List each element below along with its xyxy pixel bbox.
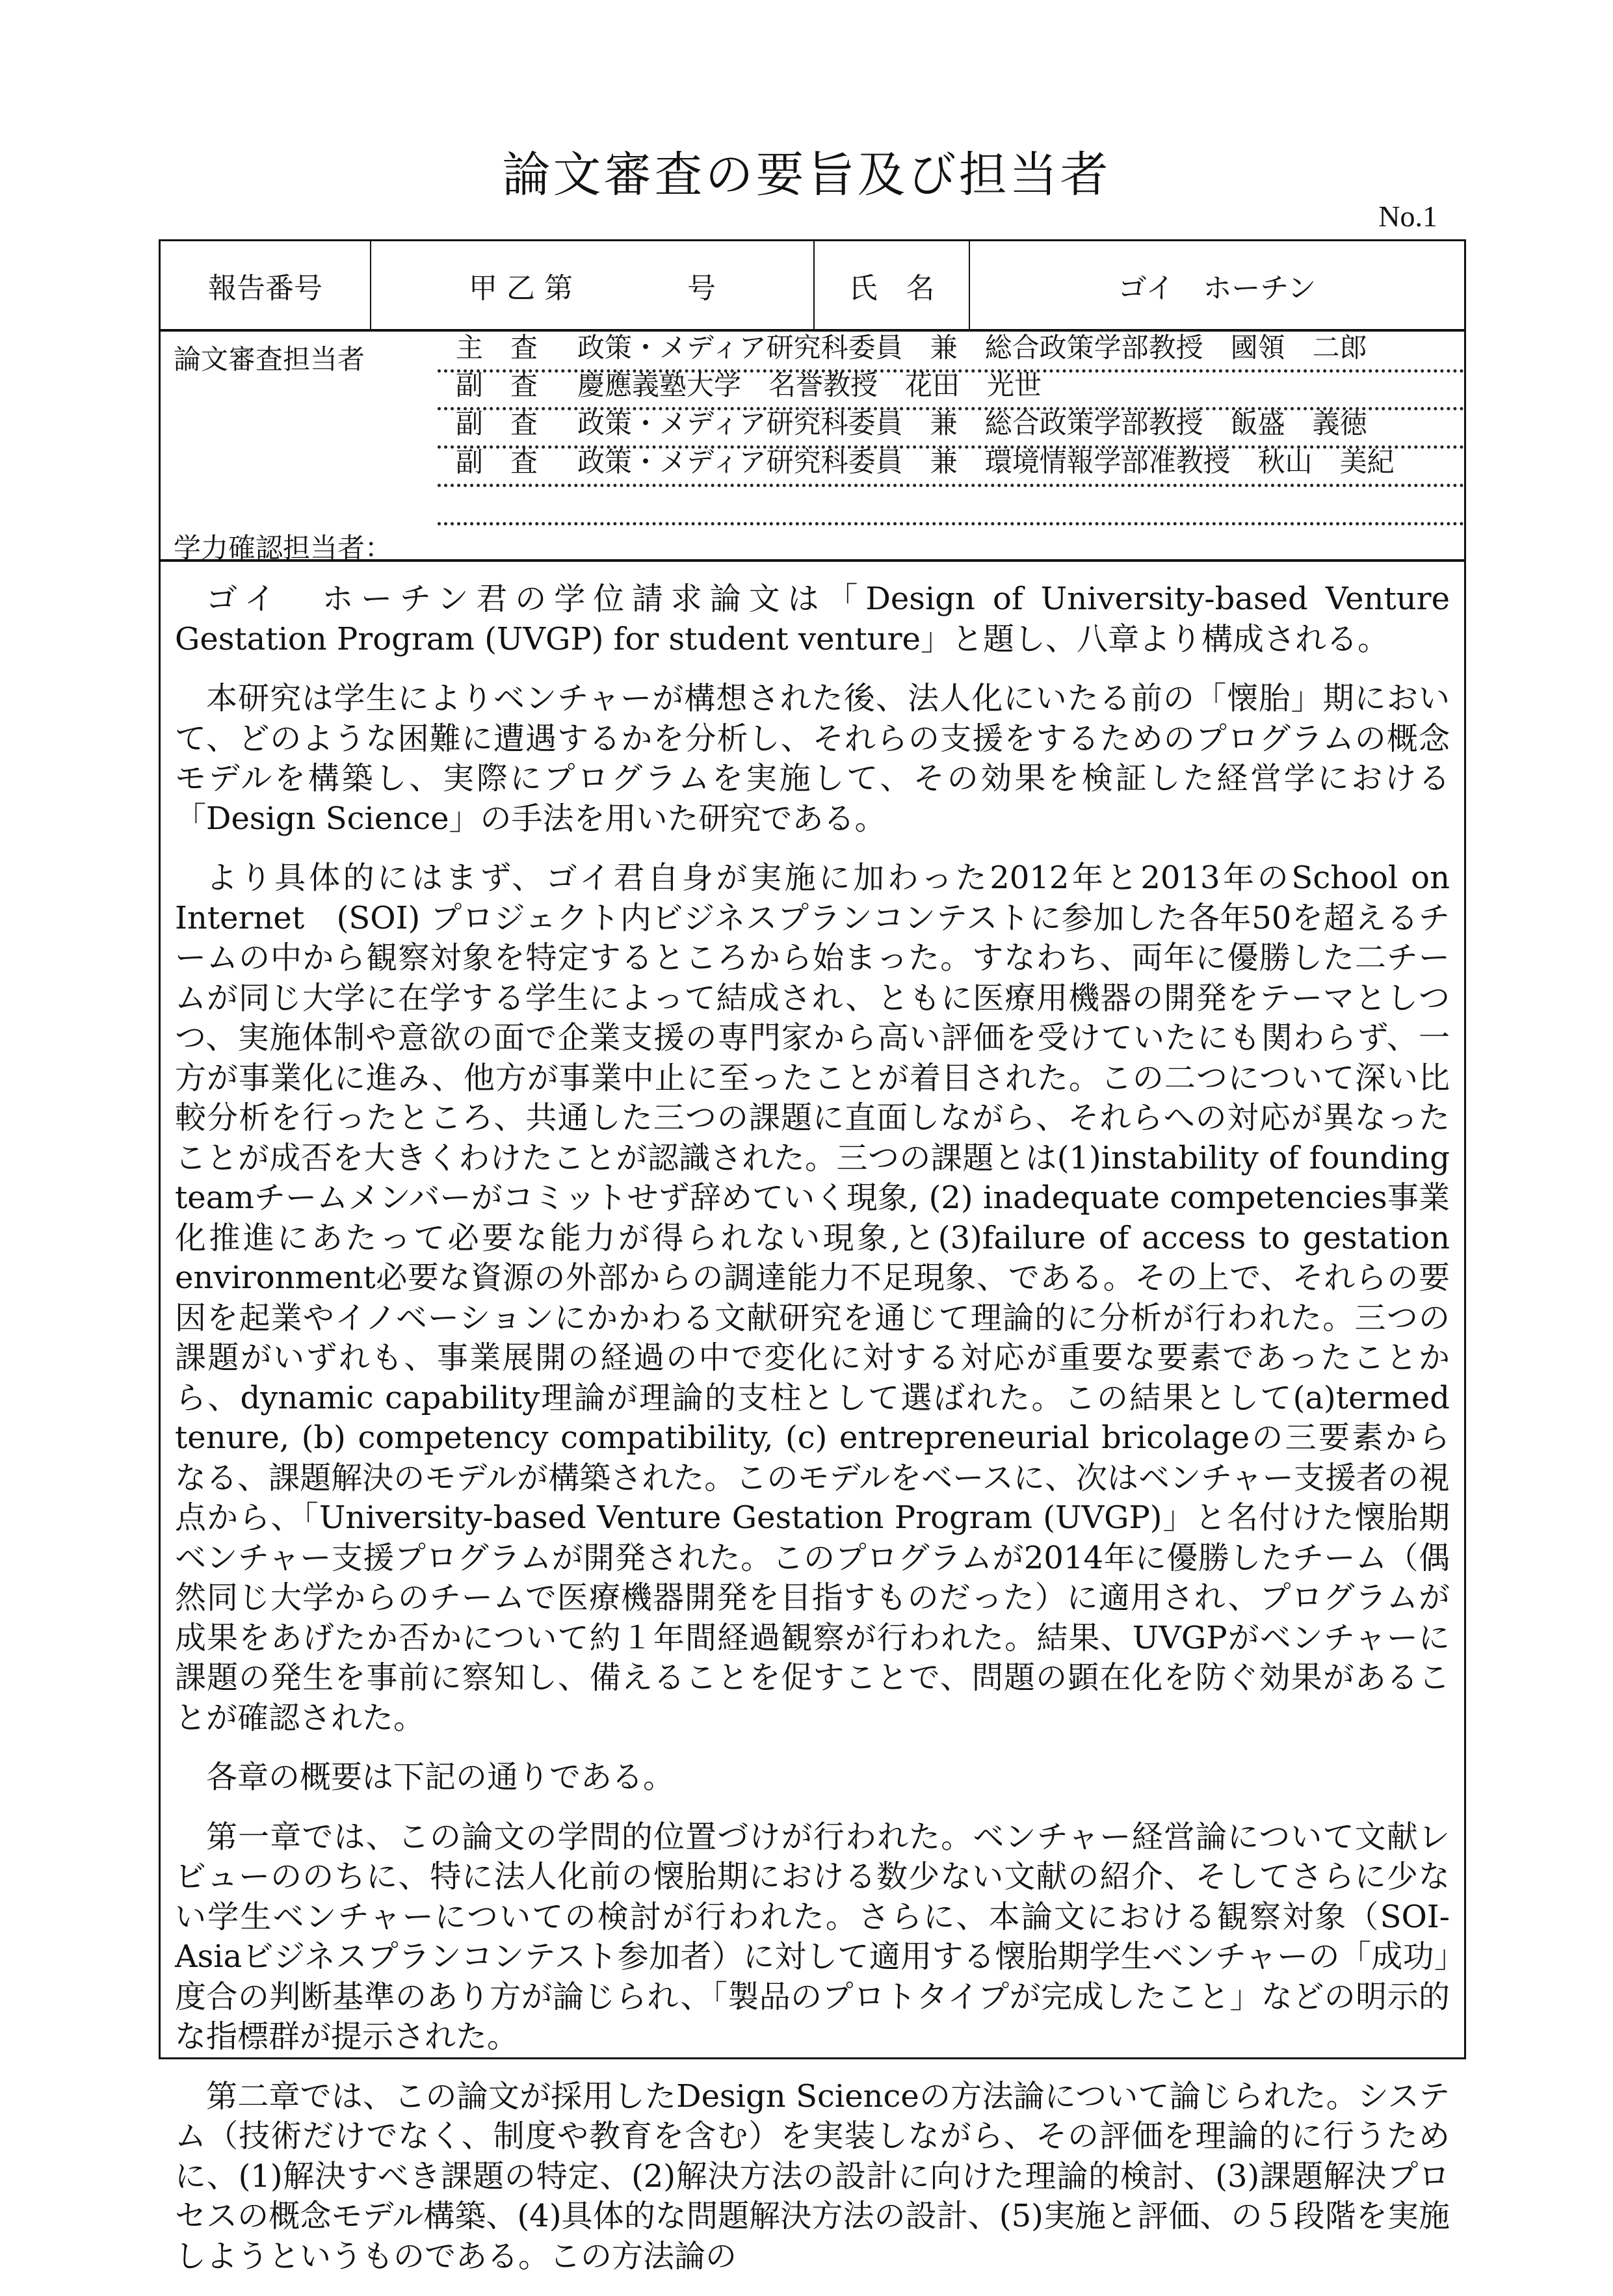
reviewer-row [438,446,1464,487]
reviewer-affiliation: 政策・メディア研究科委員 兼 総合政策学部教授 飯盛 義徳 [577,408,1367,440]
reviewer-affiliation: 政策・メディア研究科委員 兼 環境情報学部准教授 秋山 美紀 [577,446,1395,478]
name-label: 氏 名 [815,241,970,329]
paragraph: 第一章では、この論文の学問的位置づけが行われた。ベンチャー経営論について文献レビューののちに、特に法人化前の懐胎期における数少ない文献の紹介、そしてさらに少ない学生ベンチャーについての検討が行われた。さらに、本論文における観察対象（SOI-Asiaビジネスプランコンテスト参加者）に対して適用する懐胎期学生ベンチャーの「成功」度合の判断基準のあり方が論じられ、「製品のプロトタイプが完成したこと」などの明示的な指標群が提示された。 [175,1818,1450,2055]
reviewers-label: 論文審査担当者 [174,343,365,375]
academic-check-label: 学力確認担当者： [174,532,393,564]
page-title: 論文審査の要旨及び担当者 [502,147,1111,203]
summary-body [175,579,1450,2296]
report-number-label: 報告番号 [161,241,371,329]
reviewer-role: 副 査 [456,369,538,401]
review-form [159,239,1466,2275]
paragraph: 各章の概要は下記の通りである。 [206,1759,675,1795]
reviewer-affiliation: 慶應義塾大学 名誉教授 花田 光世 [577,369,1042,401]
paragraph: ゴイ ホーチン君の学位請求論文は「Design of University-based Venture Gestation Program (UVGP) for student venture」と題し、八章より構成される。 [175,581,1450,657]
reviewer-role: 副 査 [456,446,538,478]
report-number-value: 甲 乙 第 号 [371,241,815,329]
paragraph: より具体的にはまず、ゴイ君自身が実施に加わった2012年と2013年のSchool on Internet (SOI) プロジェクト内ビジネスプランコンテストに参加した各年50を超えるチームの中から観察対象を特定するところから始まった。すなわち、両年に優勝した二チームが同じ大学に在学する学生によって結成され、ともに医療用機器の開発をテーマとしつつ、実施体制や意欲の面で企業支援の専門家から高い評価を受けていたにも関わらず、一方が事業化に進み、他方が事業中止に至ったことが着目された。この二つについて深い比較分析を行ったところ、共通した三つの課題に直面しながら、それらへの対応が異なったことが成否を大きくわけたことが認識された。三つの課題とは(1)instability of founding teamチームメンバーがコミットせず辞めていく現象, (2) inadequate competencies事業化推進にあたって必要な能力が得られない現象,と(3)failure of access to gestation environment必要な資源の外部からの調達能力不足現象、である。その上で、それらの要因を起業やイノベーションにかかわる文献研究を通じて理論的に分析が行われた。三つの課題がいずれも、事業展開の経過の中で変化に対する対応が重要な要素であったことから、dynamic capability理論が理論的支柱として選ばれた。この結果として(a)termed tenure, (b) competency compatibility, (c) entrepreneurial bricolageの三要素からなる、課題解決のモデルが構築された。このモデルをベースに、次はベンチャー支援者の視点から、「University-based Venture Gestation Program (UVGP)」と名付けた懐胎期ベンチャー支援プログラムが開発された。このプログラムが2014年に優勝したチーム（偶然同じ大学からのチームで医療機器開発を目指すものだった）に適用され、プログラムが成果をあげたか否かについて約１年間経過観察が行われた。結果、UVGPがベンチャーに課題の発生を事前に察知し、備えることを促すことで、問題の顕在化を防ぐ効果があることが確認された。 [175,860,1450,1736]
name-value: ゴイ ホーチン [1118,271,1317,305]
reviewer-affiliation: 政策・メディア研究科委員 兼 総合政策学部教授 國領 二郎 [577,332,1367,363]
reviewer-row-empty [438,484,1464,525]
header-row [161,241,1464,332]
reviewer-role: 主 査 [456,332,538,363]
paragraph: 本研究は学生によりベンチャーが構想された後、法人化にいたる前の「懐胎」期において、どのような困難に遭遇するかを分析し、それらの支援をするためのプログラムの概念モデルを構築し、実際にプログラムを実施して、その効果を検証した経営学における「Design Science」の手法を用いた研究である。 [175,680,1450,837]
paragraph: 第二章では、この論文が採用したDesign Scienceの方法論について論じられた。システム（技術だけでなく、制度や教育を含む）を実装しながら、その評価を理論的に行うために、(1)解決すべき課題の特定、(2)解決方法の設計に向けた理論的検討、(3)課題解決プロセスの概念モデル構築、(4)具体的な問題解決方法の設計、(5)実施と評価、の５段階を実施しようというものである。この方法論の [175,2078,1450,2275]
document-number: No.1 [1378,200,1437,233]
reviewers-section [161,332,1464,562]
reviewer-role: 副 査 [456,408,538,440]
